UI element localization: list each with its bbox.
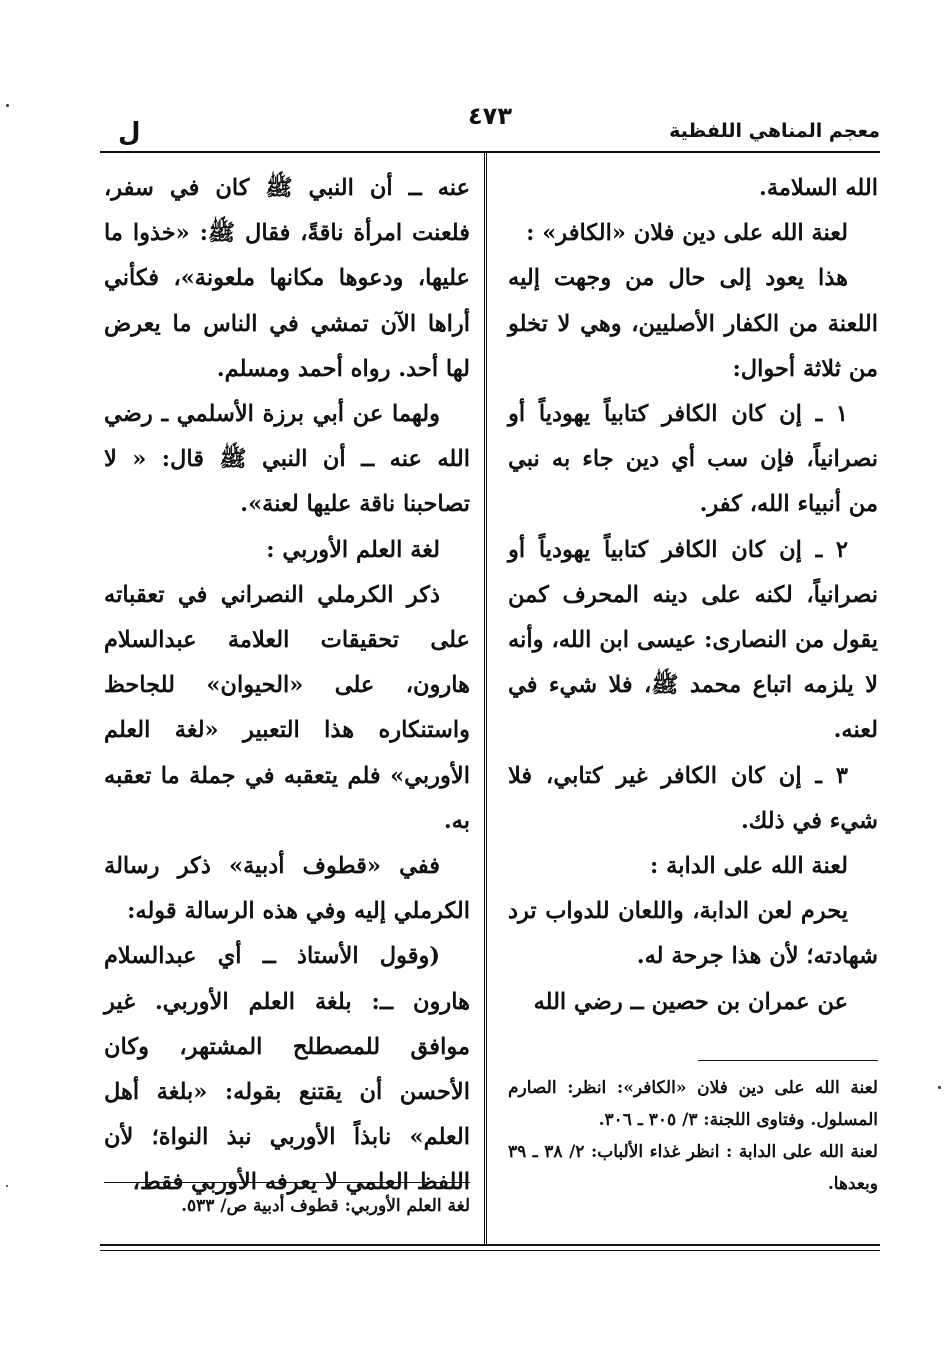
section-letter: ل (118, 118, 141, 148)
column-divider (484, 151, 487, 1244)
section-heading: لغة العلم الأوربي : (266, 536, 440, 563)
scan-speck (6, 104, 9, 107)
footnote: لعنة الله على دين فلان «الكافر»: انظر: الصارم المسلول. وفتاوى اللجنة: ٣/ ٣٠٥ ـ ٣٠٦. (508, 1078, 878, 1130)
paragraph: يحرم لعن الدابة، واللعان للدواب ترد شهادته؛ لأن هذا جرحة له. (508, 898, 878, 970)
scan-speck (938, 1086, 941, 1089)
right-column (508, 166, 878, 1025)
page-number: ٤٧٣ (468, 102, 512, 130)
paragraph: ٣ ـ إن كان الكافر غير كتابي، فلا شيء في ذلك. (508, 762, 878, 834)
footnote: لغة العلم الأوربي: قطوف أدبية ص/ ٥٣٣. (181, 1196, 470, 1216)
left-column (104, 166, 470, 1206)
paragraph: ذكر الكرملي النصراني في تعقباته على تحقيقات العلامة عبدالسلام هارون، على «الحيوان» للجاحظ واستنكاره هذا التعبير «لغة العلم الأوربي» فلم يتعقبه في جملة ما تعقبه به. (104, 581, 470, 834)
footer-rule (100, 1244, 880, 1246)
paragraph: الله السلامة. (758, 175, 878, 201)
paragraph: (وقول الأستاذ ــ أي عبدالسلام هارون ــ: بلغة العلم الأوربي. غير موافق للمصطلح المشتهر، وكان الأحسن أن يقتنع بقوله: «بلغة أهل العلم» نابذاً الأوربي نبذ النواة؛ لأن اللفظ العلمي لا يعرفه الأوربي فقط، (104, 943, 470, 1196)
left-footnotes (104, 1190, 470, 1222)
footer-rule-thin (100, 1250, 880, 1251)
footnote-separator (698, 1060, 878, 1061)
paragraph: عنه ــ أن النبي ﷺ كان في سفر، فلعنت امرأة ناقةً، فقال ﷺ: «خذوا ما عليها، ودعوها مكانها ملعونة»، فكأني أراها الآن تمشي في الناس ما يعرض لها أحد. رواه أحمد ومسلم. (104, 175, 470, 382)
header-rule (100, 151, 880, 153)
paragraph: ولهما عن أبي برزة الأسلمي ـ رضي الله عنه ــ أن النبي ﷺ قال: « لا تصاحبنا ناقة عليها لعنة». (104, 401, 470, 518)
scan-speck (6, 1185, 8, 1187)
paragraph: ففي «قطوف أدبية» ذكر رسالة الكرملي إليه وفي هذه الرسالة قوله: (104, 853, 470, 925)
paragraph: ٢ ـ إن كان الكافر كتابياً يهودياً أو نصرانياً، لكنه على دينه المحرف كمن يقول من النصارى: عيسى ابن الله، وأنه لا يلزمه اتباع محمد ﷺ، فلا شيء في لعنه. (508, 536, 878, 744)
footnote-separator (104, 1182, 470, 1183)
section-heading: لعنة الله على الدابة : (650, 853, 848, 880)
page-header (100, 98, 880, 148)
book-title: معجم المناهي اللفظية (669, 120, 880, 142)
paragraph: هذا يعود إلى حال من وجهت إليه اللعنة من الكفار الأصليين، وهي لا تخلو من ثلاثة أحوال: (508, 265, 878, 382)
footnote: لعنة الله على الدابة : انظر غذاء الألباب: ٢/ ٣٨ ـ ٣٩ وبعدها. (508, 1142, 878, 1194)
right-footnotes (508, 1072, 878, 1200)
paragraph: ١ ـ إن كان الكافر كتابياً يهودياً أو نصرانياً، فإن سب أي دين جاء به نبي من أنبياء الله، كفر. (508, 401, 878, 518)
section-heading: لعنة الله على دين فلان «الكافر» : (526, 220, 848, 247)
paragraph: عن عمران بن حصين ــ رضي الله (533, 988, 848, 1015)
